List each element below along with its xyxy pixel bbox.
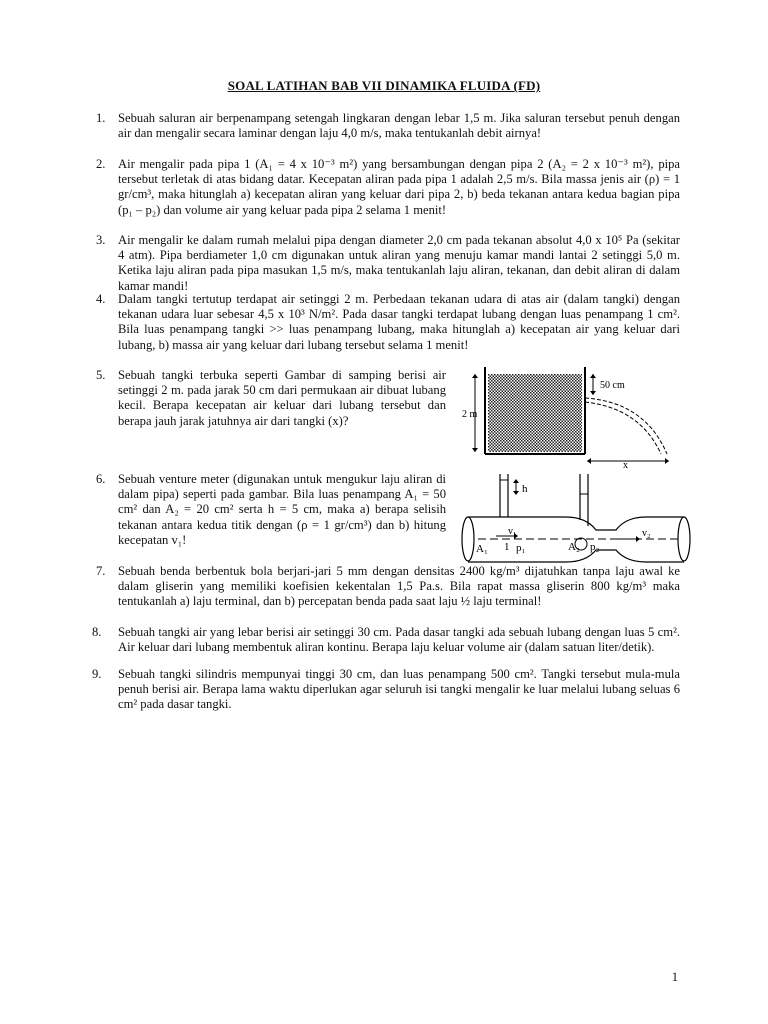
A1-label: A₁: [476, 543, 488, 555]
point-1-label: 1: [504, 541, 510, 553]
pipe-right-end: [678, 517, 690, 561]
question-1: Sebuah saluran air berpenampang setengah lingkaran dengan lebar 1,5 m. Jika saluran tersebut penuh dengan air dan mengalir secara laminar dengan laju 4,0 m/s, maka tentukanlah debit airnya!: [118, 111, 680, 141]
tank-water: [488, 374, 582, 452]
question-number: 6.: [96, 472, 106, 486]
water-jet: [585, 398, 667, 454]
height-label: 2 m: [462, 409, 478, 420]
tank-figure: [455, 362, 685, 472]
question-5: Sebuah tangki terbuka seperti Gambar di samping berisi air setinggi 2 m. pada jarak 50 cm dari permukaan air dibuat lubang kecil. Berapa kecepatan air keluar dari lubang tersebut dan berapa jauh jarak jatuhnya air dari tangki (x)?: [118, 368, 446, 428]
distance-label: x: [623, 460, 628, 471]
venturi-figure: [456, 472, 696, 564]
question-8: Sebuah tangki air yang lebar berisi air setinggi 30 cm. Pada dasar tangki ada sebuah lubang dengan luas 5 cm². Air keluar dari lubang membentuk aliran kontinu. Berapa laju keluar volume air (dalam satuan liter/detik).: [118, 625, 680, 655]
question-3: Air mengalir ke dalam rumah melalui pipa dengan diameter 2,0 cm pada tekanan absolut 4,0 x 10⁵ Pa (sekitar 4 atm). Pipa berdiameter 1,0 cm digunakan untuk aliran yang menuju kamar mandi lantai 2 setinggi 5,0 m. Ketika laju aliran pada pipa masukan 1,5 m/s, maka tentukanlah laju aliran, tekanan, dan debit aliran di dalam kamar mandi!: [118, 233, 680, 293]
question-number: 2.: [96, 157, 106, 171]
p1-label: p₁: [516, 542, 526, 554]
question-number: 3.: [96, 233, 106, 247]
question-number: 4.: [96, 292, 106, 306]
question-6: Sebuah venture meter (digunakan untuk mengukur laju aliran di dalam pipa) seperti pada gambar. Bila luas penampang A₁ = 50 cm² dan A₂ = 20 cm² serta h = 5 cm, maka a) berapa selisih tekanan antara kedua titik dengan (ρ = 1 gr/cm³) dan b) hitung kecepatan v₁!: [118, 472, 446, 547]
depth-label: 50 cm: [600, 380, 625, 391]
question-number: 5.: [96, 368, 106, 382]
A2-label: A₂: [568, 541, 580, 553]
pipe-top: [468, 517, 684, 530]
v2-label: v₂: [642, 528, 651, 539]
v1-label: v₁: [508, 526, 517, 537]
question-number: 9.: [92, 667, 102, 681]
question-9: Sebuah tangki silindris mempunyai tinggi 30 cm, dan luas penampang 500 cm². Tangki tersebut mula-mula penuh berisi air. Berapa lama waktu diperlukan agar seluruh isi tangki mengalir ke luar melalui lubang seluas 6 cm² pada dasar tangki.: [118, 667, 680, 712]
question-4: Dalam tangki tertutup terdapat air setinggi 2 m. Perbedaan tekanan udara di atas air (dalam tangki) dengan tekanan udara luar sebesar 4,5 x 10³ N/m². Pada dasar tangki terdapat lubang dengan luas penampang 1 cm². Bila luas penampang tangki >> luas penampang lubang, maka hitunglah a) kecepatan air yang keluar dari lubang, b) massa air yang keluar dari lubang tersebut selama 1 menit!: [118, 292, 680, 352]
question-7: Sebuah benda berbentuk bola berjari-jari 5 mm dengan densitas 2400 kg/m³ dijatuhkan tanpa laju awal ke dalam gliserin yang memiliki koefisien kekentalan 1,5 Pa.s. Bila rapat massa gliserin 800 kg/m³ maka tentukanlah a) laju terminal, dan b) percepatan benda pada saat laju ½ laju terminal!: [118, 564, 680, 609]
h-label: h: [522, 483, 528, 495]
question-number: 7.: [96, 564, 106, 578]
question-2: Air mengalir pada pipa 1 (A₁ = 4 x 10⁻³ m²) yang bersambungan dengan pipa 2 (A₂ = 2 x 10⁻³ m²), pipa tersebut terletak di atas bidang datar. Kecepatan aliran pada pipa 1 adalah 2,5 m/s. Bila massa jenis air (ρ) = 1 gr/cm³, maka hitunglah a) kecepatan aliran yang keluar dari pipa 2, b) beda tekanan antara kedua bagian pipa (p₁ – p₂) dan volume air yang keluar pada pipa 2 selama 1 menit!: [118, 157, 680, 217]
page-title: SOAL LATIHAN BAB VII DINAMIKA FLUIDA (FD): [227, 78, 541, 93]
question-number: 8.: [92, 625, 102, 639]
p2-label: p₂: [590, 541, 600, 553]
page-number: 1: [671, 970, 678, 984]
pipe-left-end: [462, 517, 474, 561]
question-number: 1.: [96, 111, 106, 125]
